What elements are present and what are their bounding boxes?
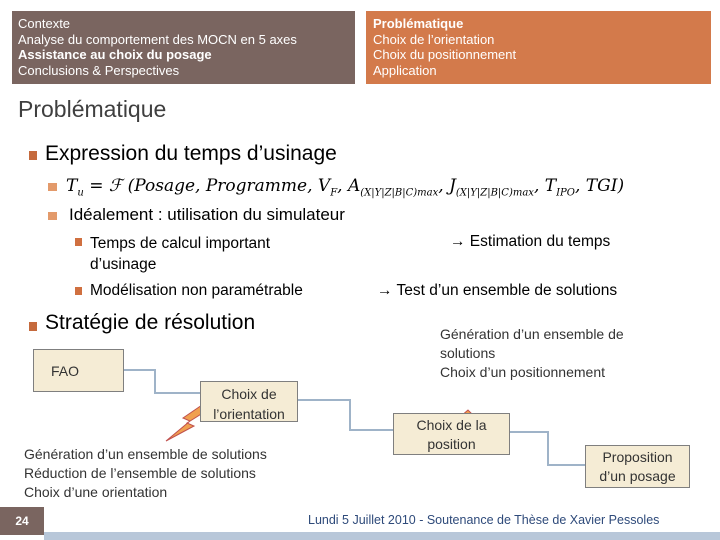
- box-choix-position: Choix de la position: [393, 413, 510, 455]
- text-line: Choix d’une orientation: [24, 484, 168, 500]
- bullet-strategie: Stratégie de résolution: [45, 311, 256, 334]
- page-number: 24: [0, 507, 44, 535]
- nav-item-conclusions[interactable]: Conclusions & Perspectives: [18, 62, 180, 78]
- text-line: Choix d’un positionnement: [440, 364, 605, 380]
- nav-item-analyse[interactable]: Analyse du comportement des MOCN en 5 axes: [18, 31, 297, 47]
- text-left-steps: [24, 445, 294, 502]
- slide-title: Problématique: [18, 96, 167, 122]
- sub-temps-calcul: Temps de calcul important d’usinage: [90, 235, 271, 273]
- bullet-simulateur: Idéalement : utilisation du simulateur: [69, 205, 345, 224]
- box-fao: FAO: [33, 349, 124, 392]
- nav-item-positionnement[interactable]: Choix du positionnement: [373, 47, 517, 62]
- connector-position-proposition: [510, 432, 585, 465]
- text-right-steps: [440, 325, 680, 382]
- nav-item-problematique[interactable]: Problématique: [373, 16, 464, 31]
- connector-orientation-position: [298, 400, 393, 430]
- text-line: Réduction de l’ensemble de solutions: [24, 465, 256, 481]
- sub-modelisation: Modélisation non paramétrable: [90, 282, 303, 299]
- bullet-expression: Expression du temps d’usinage: [45, 142, 337, 165]
- connector-fao-orientation: [124, 370, 200, 393]
- nav-item-application[interactable]: Application: [373, 62, 437, 78]
- text-line: Génération d’un ensemble de solutions: [24, 446, 267, 462]
- nav-item-contexte[interactable]: Contexte: [18, 16, 71, 31]
- footer-strip: [44, 532, 720, 540]
- arrow-test: → Test d’un ensemble de solutions: [377, 282, 618, 299]
- box-choix-orientation: Choix de l’orientation: [200, 381, 298, 422]
- nav-item-orientation[interactable]: Choix de l’orientation: [373, 31, 495, 47]
- footer-text: Lundi 5 Juillet 2010 - Soutenance de Thèse de Xavier Pessoles: [308, 513, 660, 527]
- arrow-estimation: → Estimation du temps: [450, 233, 611, 250]
- formula-rendered: $T_u$ = ℱ (Posage, Programme, $V_F$, $A_{(X|Y|Z|B|C)max}$, $J_{(X|Y|Z|B|C)max}$, $T_{IPO}$, TGI): [66, 176, 625, 199]
- box-proposition: Proposition d’un posage: [585, 445, 690, 488]
- nav-item-assistance[interactable]: Assistance au choix du posage: [18, 47, 212, 62]
- text-line: Génération d’un ensemble de solutions: [440, 326, 624, 361]
